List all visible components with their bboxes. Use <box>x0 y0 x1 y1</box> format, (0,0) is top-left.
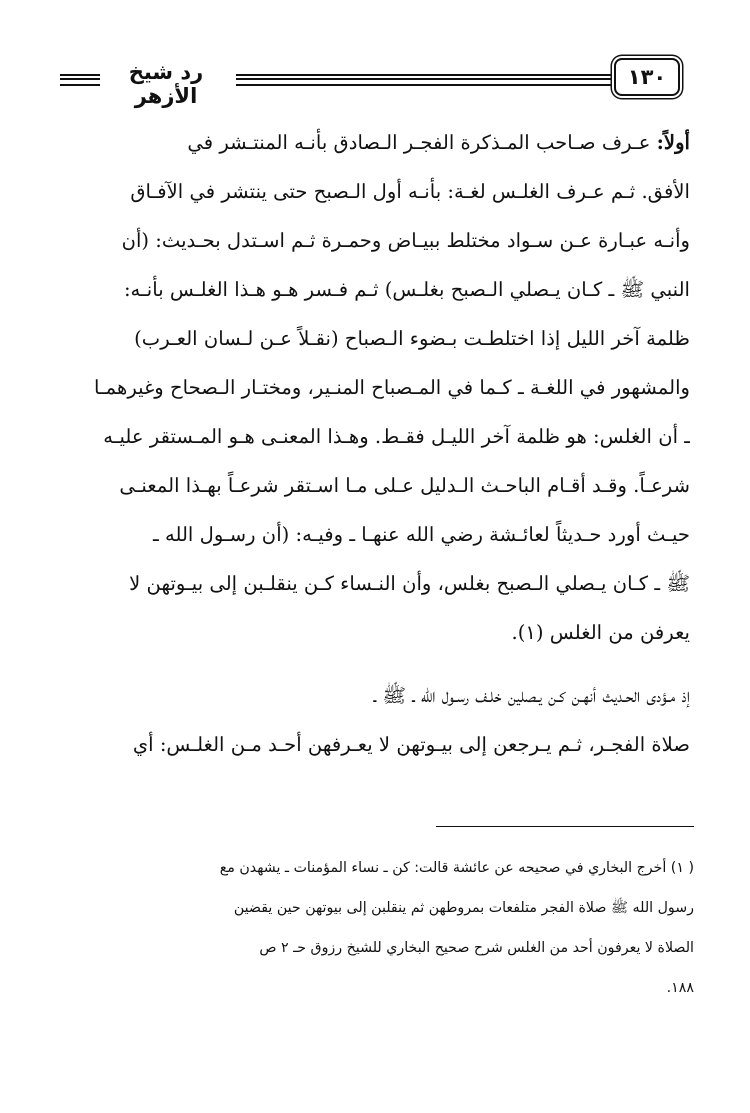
footnote-line: الصلاة لا يعرفون أحد من الغلس شرح صحيح البخاري للشيخ رزوق حـ ٢ ص <box>259 940 694 956</box>
body-line: ـ أن الغلس: هو ظلمة آخر الليـل فقـط. وهـذا المعنـى هـو المـستقر عليـه <box>103 425 690 448</box>
body-line: ﷺ ـ كـان يـصلي الـصبح بغلس، وأن النـساء كـن ينقلـبن إلى بيـوتهن لا <box>129 572 690 595</box>
body-line: وأنـه عبـارة عـن سـواد مختلط ببيـاض وحمـرة ثـم اسـتدل بحـديث: (أن <box>121 229 690 252</box>
body-line: النبي ﷺ ـ كـان يـصلي الـصبح بغلـس) ثـم فـسر هـو هـذا الغلـس بأنـه: <box>123 278 690 301</box>
running-title: رد شيخ الأزهر <box>128 60 204 108</box>
body-line: شرعـاً. وقـد أقـام الباحـث الـدليل عـلى مـا اسـتقر شرعـاً بهـذا المعنـى <box>119 474 690 497</box>
body-line: إذ مـؤدى الحـديث أنهـن كـن يـصلين خلـف رسـول الله ـ ﷺ ـ <box>373 684 690 707</box>
body-line: صلاة الفجـر، ثـم يـرجعن إلى بيـوتهن لا يعـرفهن أحـد مـن الغلـس: أي <box>132 733 690 756</box>
page-number: ١٣٠ <box>614 58 680 96</box>
body-line: ظلمة آخر الليل إذا اختلطـت بـضوء الـصباح (نقـلاً عـن لـسان العـرب) <box>134 327 690 350</box>
header-rule <box>236 74 612 86</box>
page-header <box>58 58 684 108</box>
body-line: يعرفن من الغلس (١). <box>511 621 690 644</box>
footnote-line: رسول الله ﷺ صلاة الفجر متلفعات بمروطهن ثم ينقلبن إلى بيوتهن حين يقضين <box>233 900 694 916</box>
body-line: حيـث أورد حـديثاً لعائـشة رضي الله عنهـا ـ وفيـه: (أن رسـول الله ـ <box>153 523 690 546</box>
footnote <box>58 848 694 1008</box>
heading-first: أولاً: <box>656 131 690 154</box>
body-line <box>62 118 690 167</box>
body-text <box>62 118 690 769</box>
body-line: والمشهور في اللغـة ـ كـما في المـصباح المنـير، ومختـار الـصحاح وغيرهمـا <box>93 376 690 399</box>
body-line-text: عـرف صـاحب المـذكرة الفجـر الـصادق بأنـه المنتـشر في <box>187 131 657 154</box>
body-line: الأفق. ثـم عـرف الغلـس لغـة: بأنـه أول الـصبح حتى ينتشر في الآفـاق <box>130 180 690 203</box>
header-ornament-rule <box>60 74 100 86</box>
footnote-line: ١٨٨. <box>666 980 694 996</box>
footnote-separator <box>436 826 694 827</box>
footnote-line: ( ١) أخرج البخاري في صحيحه عن عائشة قالت: كن ـ نساء المؤمنات ـ يشهدن مع <box>219 860 694 876</box>
